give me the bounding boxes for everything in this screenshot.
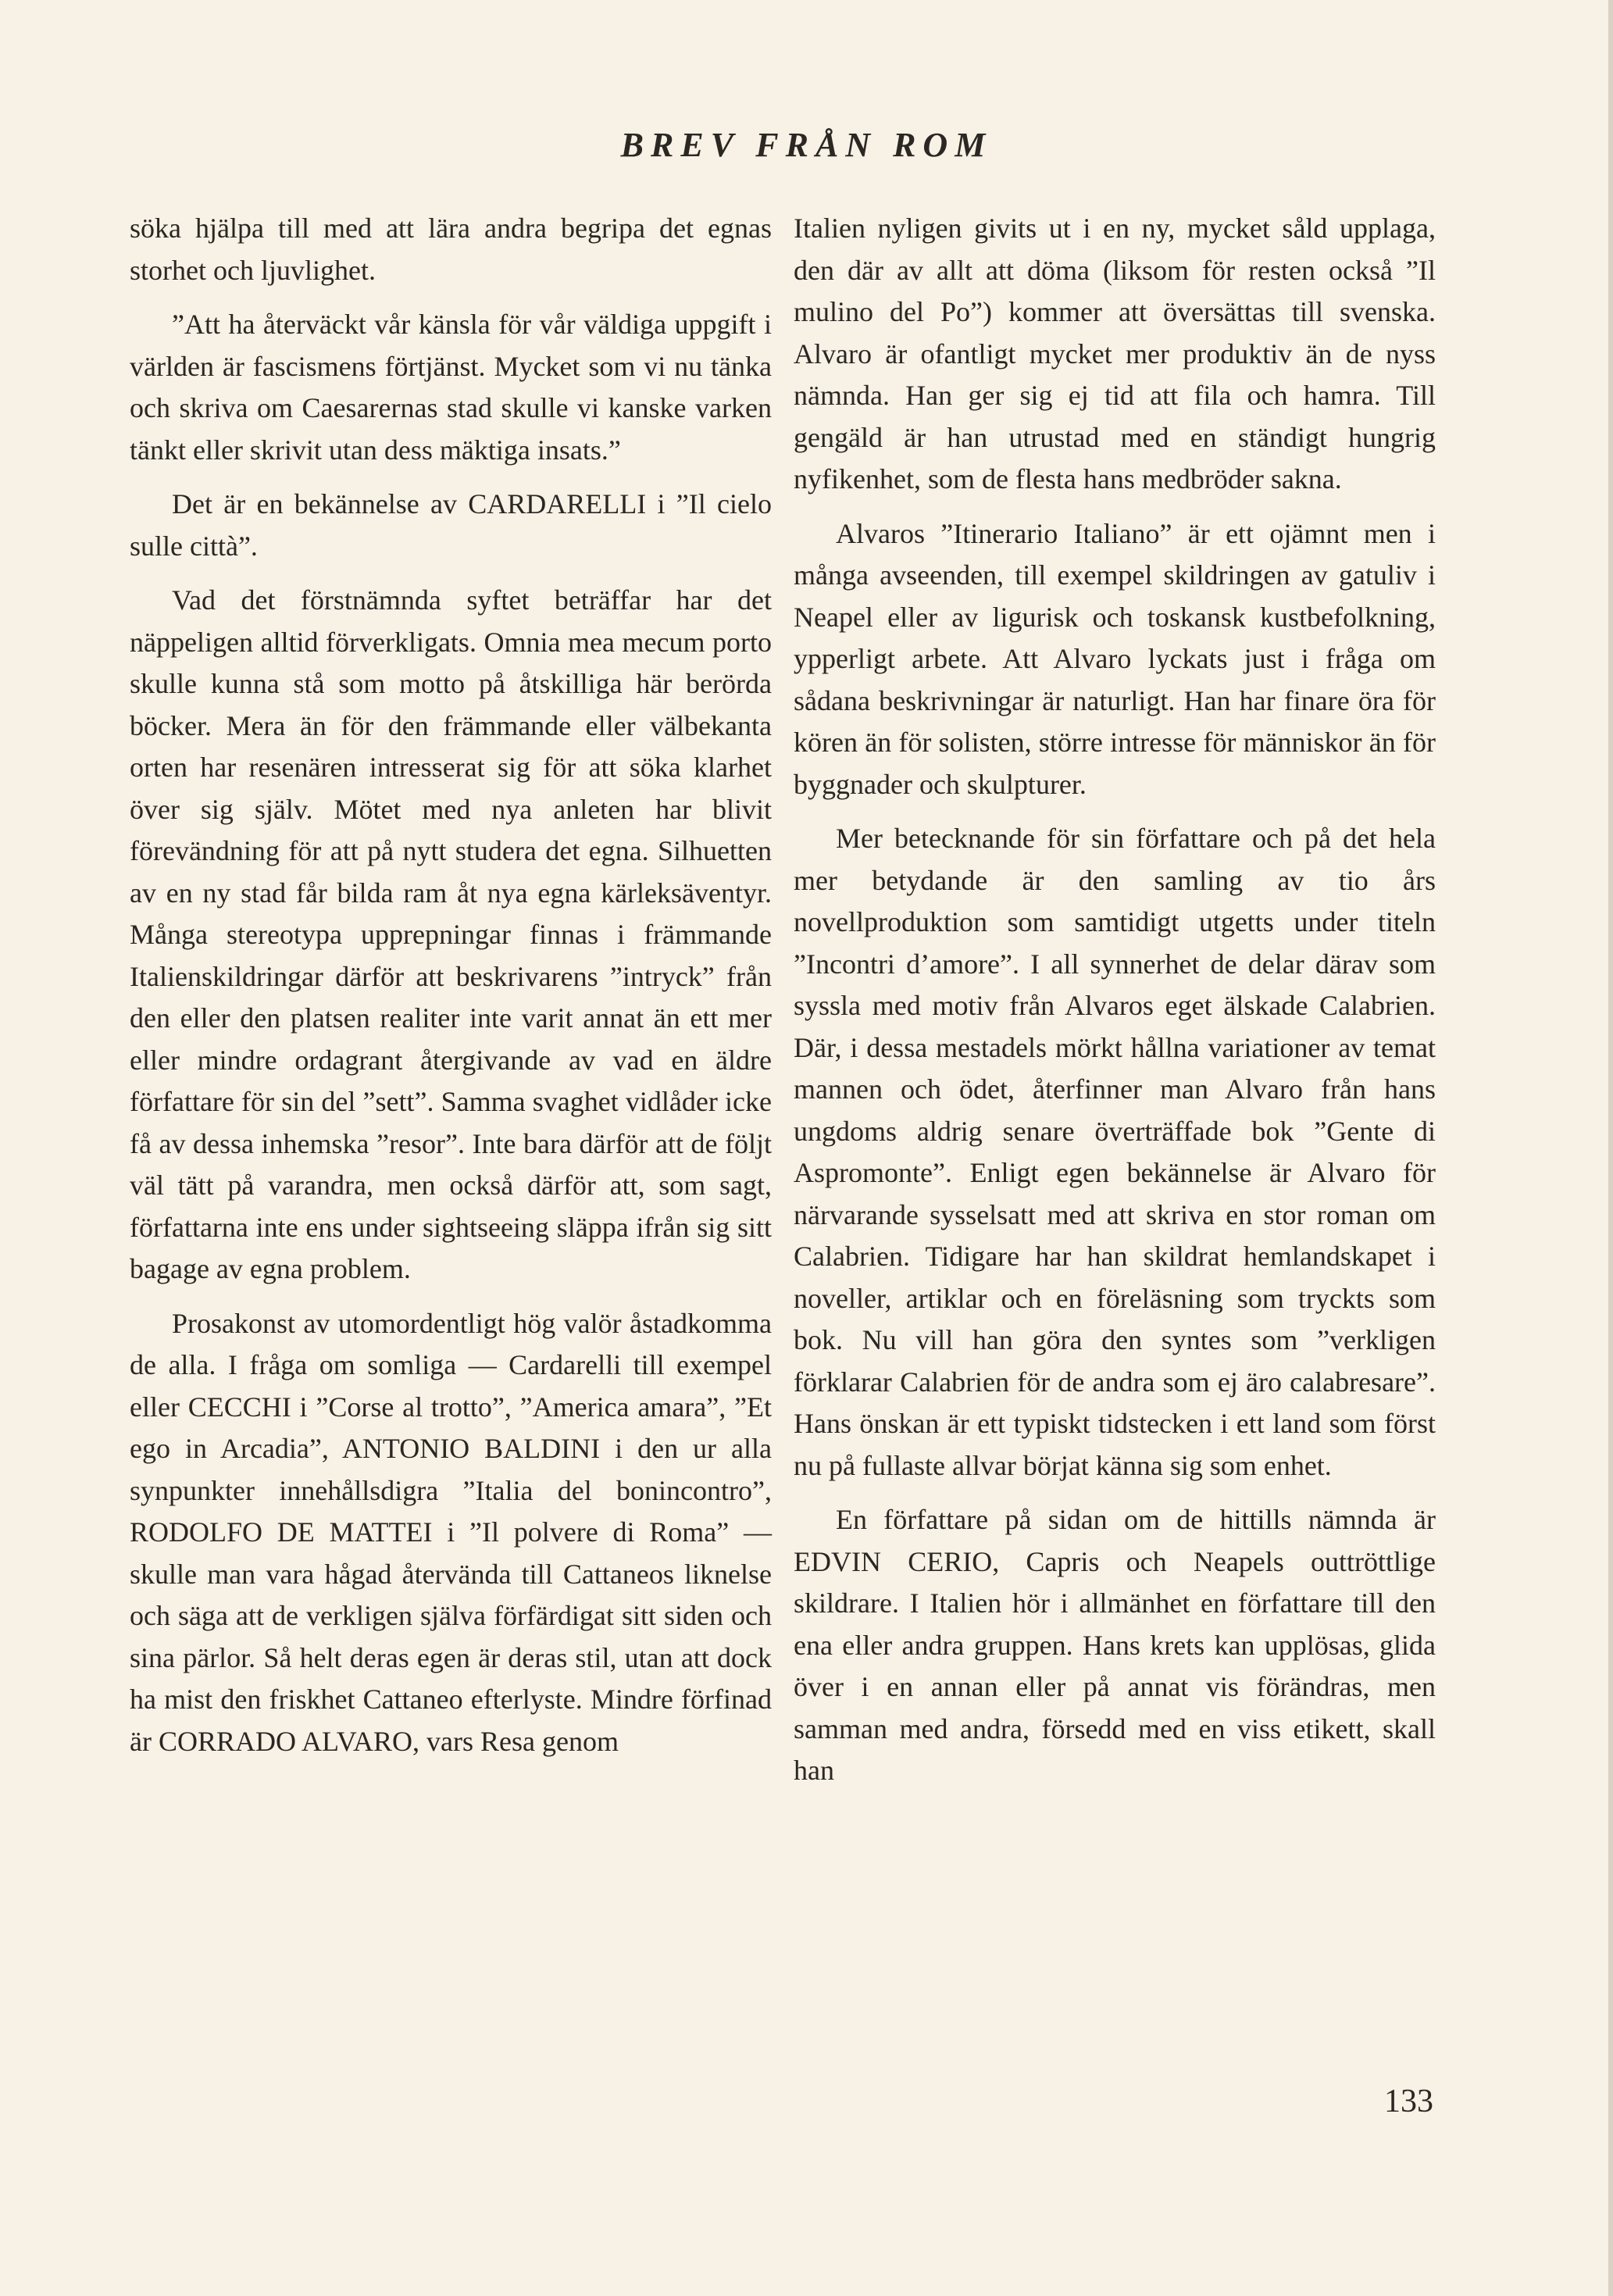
right-column [794, 208, 1436, 1805]
paragraph: Prosakonst av utomordentligt hög valör åstadkomma de alla. I fråga om somliga — Cardarelli till exempel eller CECCHI i ”Corse al trotto”, ”America amara”, ”Et ego in Arcadia”, ANTONIO BALDINI i den ur alla synpunkter innehållsdigra ”Italia del bonincontro”, RODOLFO DE MATTEI i ”Il polvere di Roma” — skulle man vara hågad återvända till Cattaneos liknelse och säga att de verkligen själva förfärdigat sitt siden och sina pärlor. Så helt deras egen är deras stil, utan att dock ha mist den friskhet Cattaneo efterlyste. Mindre förfinad är CORRADO ALVARO, vars Resa genom [130, 1307, 772, 1757]
running-title: BREV FRÅN ROM [620, 126, 993, 164]
paragraph: Alvaros ”Itinerario Italiano” är ett ojämnt men i många avseenden, till exempel skildringen av gatuliv i Neapel eller av ligurisk och toskansk kustbefolkning, ypperligt arbete. Att Alvaro lyckats just i fråga om sådana beskrivningar är naturligt. Han har finare öra för kören än för solisten, större intresse för människor än för byggnader och skulpturer. [794, 517, 1436, 800]
paragraph: söka hjälpa till med att lära andra begripa det egnas storhet och ljuvlighet. [130, 212, 772, 286]
left-column [130, 208, 772, 1775]
paragraph: Mer betecknande för sin författare och på det hela mer betydande är den samling av tio års novellproduktion som samtidigt utgetts under titeln ”Incontri d’amore”. I all synnerhet de delar därav som syssla med motiv från Alvaros eget älskade Calabrien. Där, i dessa mestadels mörkt hållna variationer av temat mannen och ödet, återfinner man Alvaro från hans ungdoms aldrig senare överträffade bok ”Gente di Aspromonte”. Enligt egen bekännelse är Alvaro för närvarande sysselsatt med att skriva en stor roman om Calabrien. Tidigare har han skildrat hemlandskapet i noveller, artiklar och en föreläsning som tryckts som bok. Nu vill han göra den syntes som ”verkligen förklarar Calabrien för de andra som ej äro calabresare”. Hans önskan är ett typiskt tidstecken i ett land som först nu på fullaste allvar börjat känna sig som enhet. [794, 823, 1436, 1481]
page-number: 133 [1384, 2084, 1433, 2119]
paragraph: Vad det förstnämnda syftet beträffar har det näppeligen alltid förverkligats. Omnia mea mecum porto skulle kunna stå som motto på åtskilliga här berörda böcker. Mera än för den främmande eller välbekanta orten har resenären intresserat sig för att söka klarhet över sig själv. Mötet med nya anleten har blivit förevändning för att på nytt studera det egna. Silhuetten av en ny stad får bilda ram åt nya egna kärleksäventyr. Många stereotypa upprepningar finnas i främmande Italienskildringar därför att beskrivarens ”intryck” från den eller den platsen realiter inte varit annat än ett mer eller mindre ordagrant återgivande av vad en äldre författare för sin del ”sett”. Samma svaghet vidlåder icke få av dessa inhemska ”resor”. Inte bara därför att de följt väl tätt på varandra, men också därför att, som sagt, författarna inte ens under sightseeing släppa ifrån sig sitt bagage av egna problem. [130, 584, 772, 1284]
paragraph: Det är en bekännelse av CARDARELLI i ”Il cielo sulle città”. [130, 488, 772, 562]
page-edge [1608, 0, 1613, 2296]
paragraph: Italien nyligen givits ut i en ny, mycket såld upplaga, den där av allt att döma (liksom för resten också ”Il mulino del Po”) kommer att översättas till svenska. Alvaro är ofantligt mycket mer produktiv än de nyss nämnda. Han ger sig ej tid att fila och hamra. Till gengäld är han utrustad med en ständigt hungrig nyfikenhet, som de flesta hans medbröder sakna. [794, 212, 1436, 495]
paragraph: ”Att ha återväckt vår känsla för vår väldiga uppgift i världen är fascismens förtjänst. Mycket som vi nu tänka och skriva om Caesarernas stad skulle vi kanske varken tänkt eller skrivit utan dess mäktiga insats.” [130, 309, 772, 466]
paragraph: En författare på sidan om de hittills nämnda är EDVIN CERIO, Capris och Neapels outtröttlige skildrare. I Italien hör i allmänhet en författare till den ena eller andra gruppen. Hans krets kan upplösas, glida över i en annan eller på annat vis förändras, men samman med andra, försedd med en viss etikett, skall han [794, 1504, 1436, 1786]
